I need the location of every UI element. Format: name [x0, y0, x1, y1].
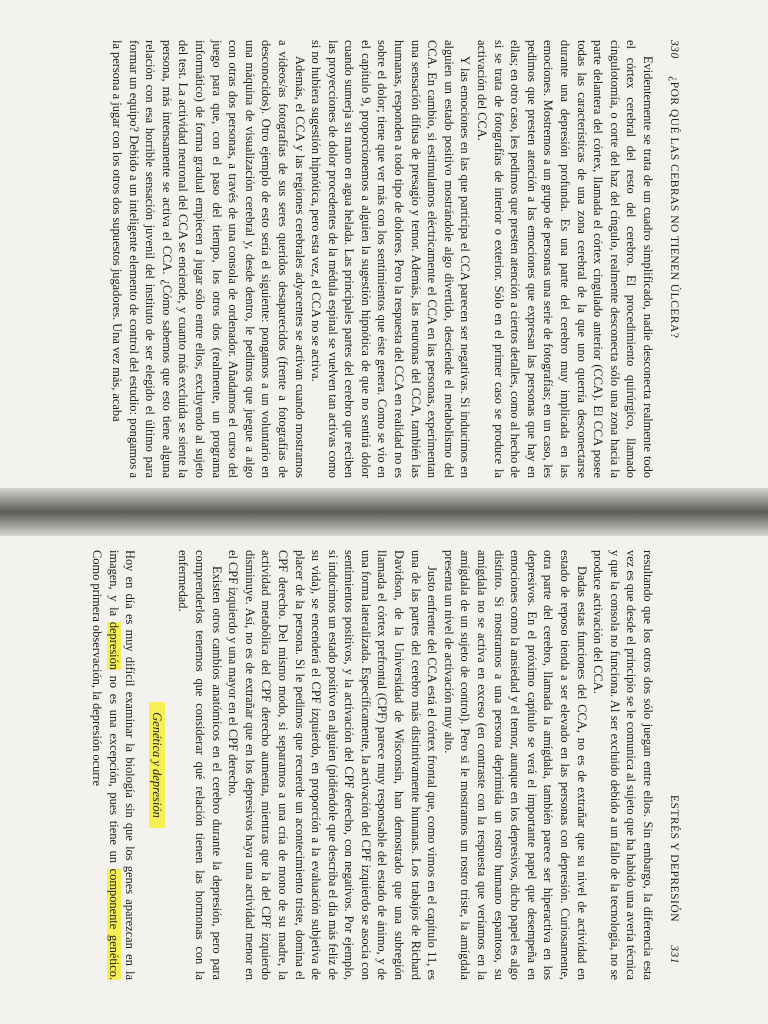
paragraph: Dadas estas funciones del CCA, no es de extrañar que su nivel de actividad en estado de reposo tienda a ser elevado en las personas con depresión. Curiosamente, otra parte del cerebro, llamada la amígdala, también parece ser hiperactiva en los depresivos. En el próximo capítulo se verá el importante papel que desempeña en emociones como la ansiedad y el temor, aunque en los depresivos, dicho papel es algo distinto. Si mostramos a una persona deprimida un rostro humano espantoso, su amígdala no se activa en exceso (en contraste con la respuesta que veríamos en la amígdala de un sujeto de control). Pero si le mostramos un rostro triste, la amígdala presenta un nivel de activación muy alto.	[441, 550, 589, 980]
left-running-title: ¿POR QUÉ LAS CEBRAS NO TIENEN ÚLCERA?	[668, 76, 680, 339]
right-body-text	[88, 550, 656, 980]
text-run: no es una excepción, pues tiene un	[106, 669, 121, 869]
paragraph: resultando que los otros dos sólo juegan entre ellos. Sin embargo, la diferencia esta vez es que desde el principio se le comunica al sujeto que ha habido una avería técnica y que la consola no funciona. Al ser excluido debido a un fallo de la tecnología, no se produce activación del CCA.	[591, 550, 655, 980]
left-running-head	[668, 40, 680, 338]
paragraph: Y las emociones en las que participa el CCA parecen ser negativas. Si inducimos en alguien un estado positivo mostrándole algo divertido, desciende el metabolismo del CCA. En cambio, si estimulamos eléctricamente el CCA en las personas, experimentan una sensación difusa de presagio y temor. Además, las neuronas del CCA, también las humanas, responden a todo tipo de dolores. Pero la respuesta del CCA en realidad no es sobre el dolor; tiene que ver más con los sentimientos que éste genera. Como se vio en el capítulo 9, proporcionemos a alguien la sugestión hipnótica de que no sentirá dolor cuando sumerja su mano en agua helada. Las principales partes del cerebro que reciben las proyecciones de dolor procedentes de la médula espinal se vuelven tan activas como si no hubiera sugestión hipnótica, pero esta vez, el CCA no se activa.	[309, 40, 473, 478]
book-gutter-shadow	[0, 488, 768, 536]
left-body-text	[108, 40, 656, 478]
left-page	[0, 0, 768, 488]
paragraph: Existen otros cambios anatómicos en el cerebro durante la depresión, pero para comprenderlos tenemos que considerar qué relación tienen las hormonas con la enfermedad.	[176, 550, 224, 980]
paragraph: Evidentemente se trata de un cuadro simplificado, nadie desconecta realmente todo el córtex cerebral del resto del cerebro. El procedimiento quirúrgico, llamado cingulotomía, o corte del haz del cíngulo, realmente desconecta sólo una zona hacia la parte delantera del córtex, llamada el córtex cingulado anterior (CCA). El CCA posee todas las características de una zona cerebral de la que uno querría desconectarse durante una depresión profunda. Es una parte del cerebro muy implicada en las emociones. Mostremos a un grupo de personas una serie de fotografías; en un caso, les pedimos que presten atención a las emociones que expresan las personas que hay en ellas; en otro caso, les pedimos que presten atención a ciertos detalles, como al hecho de si se trata de fotografías de interior o exterior. Sólo en el primer caso se produce la activación del CCA.	[475, 40, 655, 478]
text-run: Hoy en día es muy difícil examinar la biología sin que los genes aparezcan en la imagen, y la	[106, 550, 138, 980]
section-heading-text: Genética y depresión	[149, 702, 165, 828]
left-page-number: 330	[668, 40, 680, 59]
right-page	[0, 536, 768, 1024]
paragraph: Justo enfrente del CCA está el córtex frontal que, como vimos en el capítulo 11, es una de las partes del cerebro más distintivamente humanas. Los trabajos de Richard Davidson, de la Universidad de Wisconsin, han demostrado que una subregión llamada el córtex prefrontal (CPF) parece muy responsable del estado de ánimo, y de una forma lateralizada. Específicamente, la activación del CPF izquierdo se asocia con sentimientos positivos, y la activación del CPF derecho, con negativos. Por ejemplo, si inducimos un estado positivo en alguien (pidiéndole que describa el día más feliz de su vida), se encenderá el CPF izquierdo, en proporción a la evaluación subjetiva de placer de la persona. Si le pedimos que recuerde un acontecimiento triste, domina el CPF derecho. Del mismo modo, si separamos a una cría de mono de su madre, la actividad metabólica del CPF derecho aumenta, mientras que la del CPF izquierdo disminuye. Así, no es de extrañar que en los depresivos haya una actividad menor en el CPF izquierdo y una mayor en el CPF derecho.	[226, 550, 440, 980]
paragraph: Además, el CCA y las regiones cerebrales adyacentes se activan cuando mostramos a vídeos/as fotografías de sus seres queridos desaparecidos (frente a fotografías de desconocidos). Otro ejemplo de esto sería el siguiente: pongamos a un voluntario en una máquina de visualización cerebral y, desde dentro, le pedimos que juegue a algo con otras dos personas, a través de una consola de ordenador. Añadamos el curso del juego para que, con el paso del tiempo, los otros dos (realmente, un programa informático) de forma gradual empiecen a jugar sólo entre ellos, excluyendo al sujeto del test. La actividad neuronal del CCA se enciende, y cuanto más excluida se siente la persona, más intensamente se activa el CCA. ¿Cómo sabemos que esto tiene alguna relación con esa horrible sensación juvenil del instituto de ser elegido el último para formar un equipo? Debido a un inteligente elemento de control del estudio: pongamos a la persona a jugar con los otros dos supuestos jugadores. Una vez más, acaba	[110, 40, 307, 478]
right-page-number: 331	[668, 945, 680, 964]
highlighted-text: componente genético.	[106, 868, 121, 980]
text-run: Como primera observación, la depresión ocurre	[90, 550, 104, 787]
right-running-title: ESTRÉS Y DEPRESIÓN	[668, 795, 680, 922]
paragraph-final	[88, 550, 138, 980]
section-heading	[148, 550, 165, 980]
highlighted-text: depresión	[106, 621, 121, 670]
